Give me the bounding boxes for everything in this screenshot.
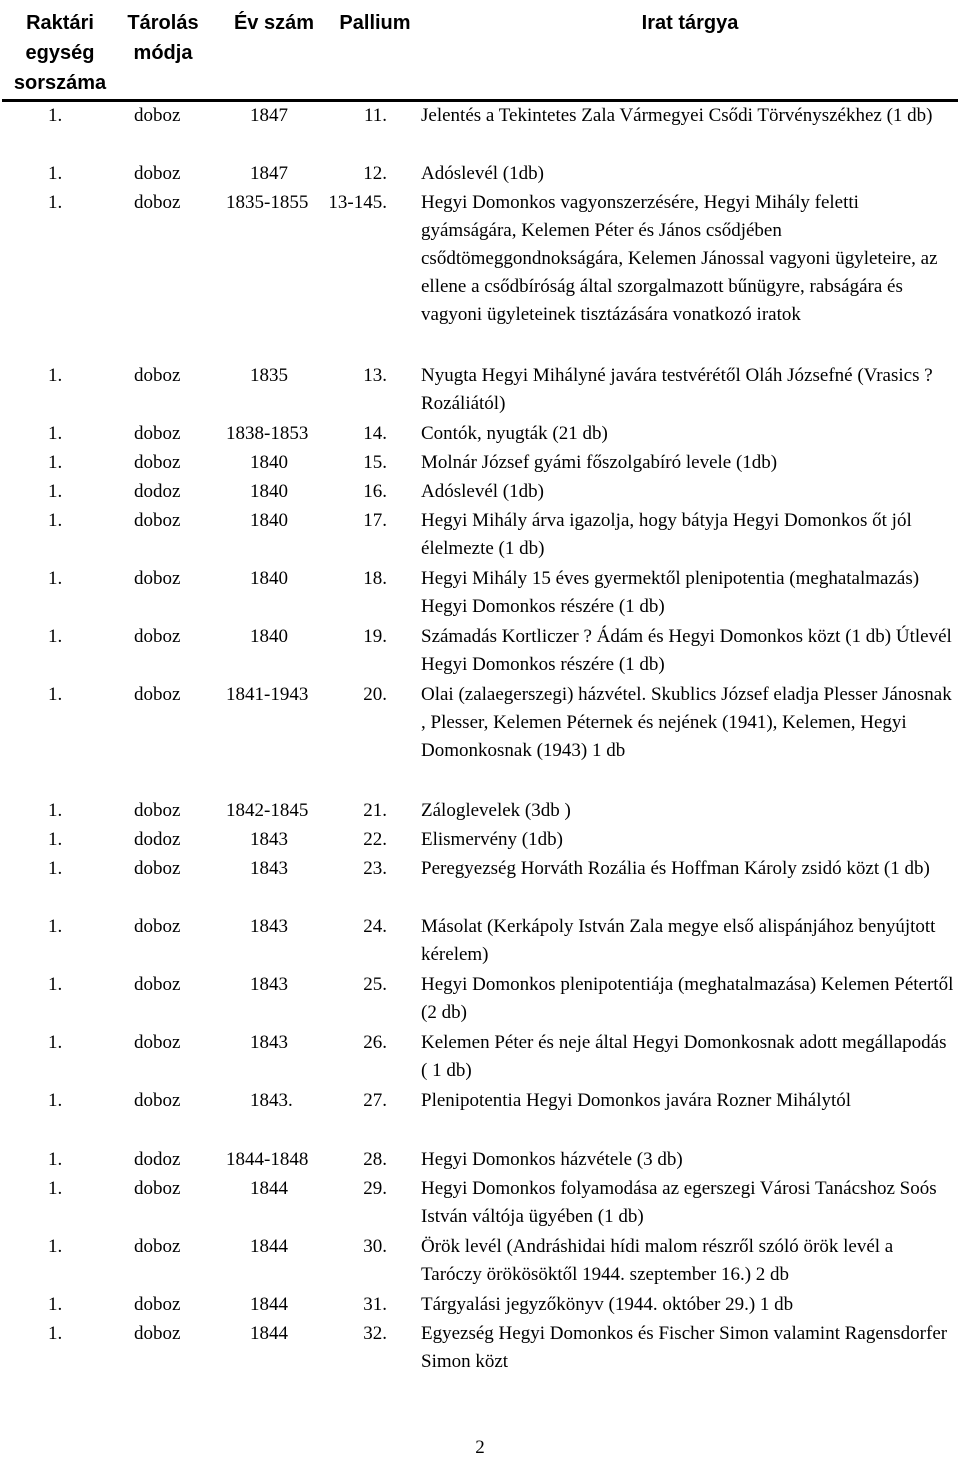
unit-number-cell: 1. — [48, 858, 63, 879]
subject-cell: Hegyi Mihály 15 éves gyermektől plenipotentia (meghatalmazás) Hegyi Domonkos részére (1 db) — [421, 568, 920, 617]
subject-cell: Elismervény (1db) — [421, 829, 563, 850]
unit-number-cell: 1. — [48, 568, 63, 589]
year-cell: 1843 — [250, 974, 288, 995]
pallium-cell: 17. — [363, 510, 387, 531]
subject-cell: Contók, nyugták (21 db) — [421, 423, 608, 444]
subject-cell: Hegyi Mihály árva igazolja, hogy bátyja Hegyi Domonkos őt jól élelmezte (1 db) — [421, 510, 912, 559]
pallium-cell: 27. — [363, 1090, 387, 1111]
subject-cell: Hegyi Domonkos plenipotentiája (meghatalmazása) Kelemen Pétertől (2 db) — [421, 974, 954, 1023]
year-cell: 1835-1855 — [226, 192, 309, 213]
storage-method-cell: doboz — [134, 1032, 181, 1053]
pallium-cell: 11. — [363, 105, 387, 126]
unit-number-cell: 1. — [48, 1323, 63, 1344]
year-cell: 1843 — [250, 916, 288, 937]
storage-method-cell: doboz — [134, 858, 181, 879]
unit-number-cell: 1. — [48, 365, 63, 386]
storage-method-cell: dodoz — [134, 829, 181, 850]
pallium-cell: 31. — [363, 1294, 387, 1315]
storage-method-cell: doboz — [134, 684, 181, 705]
year-cell: 1844 — [250, 1294, 288, 1315]
storage-method-cell: doboz — [134, 423, 181, 444]
subject-cell: Jelentés a Tekintetes Zala Vármegyei Csődi Törvényszékhez (1 db) — [421, 105, 933, 126]
year-cell: 1843 — [250, 858, 288, 879]
subject-cell: Örök levél (Andráshidai hídi malom részről szóló örök levél a Taróczy örökösöktől 1944. szeptember 16.) 2 db — [421, 1236, 894, 1285]
unit-number-cell: 1. — [48, 452, 63, 473]
table-header — [0, 0, 960, 100]
pallium-cell: 16. — [363, 481, 387, 502]
subject-cell: Másolat (Kerkápoly István Zala megye első alispánjához benyújtott kérelem) — [421, 916, 936, 965]
subject-cell: Tárgyalási jegyzőkönyv (1944. október 29.) 1 db — [421, 1294, 794, 1315]
unit-number-cell: 1. — [48, 1178, 63, 1199]
subject-cell: Adóslevél (1db) — [421, 163, 544, 184]
year-cell: 1840 — [250, 626, 288, 647]
pallium-cell: 13-145. — [328, 192, 387, 213]
storage-method-cell: dodoz — [134, 1149, 181, 1170]
storage-method-cell: doboz — [134, 626, 181, 647]
pallium-cell: 20. — [363, 684, 387, 705]
unit-number-cell: 1. — [48, 1236, 63, 1257]
subject-cell: Olai (zalaegerszegi) házvétel. Skublics József eladja Plesser Jánosnak , Plesser, Kelemen Péternek és nejének (1941), Kelemen, Hegyi Domonkosnak (1943) 1 db — [421, 684, 952, 761]
year-cell: 1842-1845 — [226, 800, 309, 821]
year-cell: 1844 — [250, 1178, 288, 1199]
year-cell: 1838-1853 — [226, 423, 309, 444]
storage-method-cell: doboz — [134, 365, 181, 386]
unit-number-cell: 1. — [48, 626, 63, 647]
year-cell: 1841-1943 — [226, 684, 309, 705]
unit-number-cell: 1. — [48, 192, 63, 213]
storage-method-cell: doboz — [134, 1323, 181, 1344]
unit-number-cell: 1. — [48, 105, 63, 126]
subject-cell: Kelemen Péter és neje által Hegyi Domonkosnak adott megállapodás ( 1 db) — [421, 1032, 947, 1081]
year-cell: 1844 — [250, 1323, 288, 1344]
pallium-cell: 30. — [363, 1236, 387, 1257]
pallium-cell: 25. — [363, 974, 387, 995]
pallium-cell: 12. — [363, 163, 387, 184]
pallium-cell: 18. — [363, 568, 387, 589]
year-cell: 1847 — [250, 163, 288, 184]
storage-method-cell: doboz — [134, 916, 181, 937]
header-subject: Irat tárgya — [641, 12, 739, 34]
header-year: Év szám — [233, 12, 315, 34]
storage-method-cell: doboz — [134, 163, 181, 184]
subject-cell: Számadás Kortliczer ? Ádám és Hegyi Domonkos közt (1 db) Útlevél Hegyi Domonkos részére (1 db) — [421, 626, 952, 675]
subject-cell: Nyugta Hegyi Mihályné javára testvérétől Oláh Józsefné (Vrasics ? Rozáliától) — [421, 365, 933, 414]
unit-number-cell: 1. — [48, 510, 63, 531]
header-storage-method: Tárolás módja — [127, 12, 199, 64]
year-cell: 1840 — [250, 481, 288, 502]
unit-number-cell: 1. — [48, 800, 63, 821]
year-cell: 1844 — [250, 1236, 288, 1257]
unit-number-cell: 1. — [48, 1090, 63, 1111]
year-cell: 1844-1848 — [226, 1149, 309, 1170]
pallium-cell: 26. — [363, 1032, 387, 1053]
year-cell: 1840 — [250, 568, 288, 589]
storage-method-cell: doboz — [134, 192, 181, 213]
unit-number-cell: 1. — [48, 829, 63, 850]
storage-method-cell: doboz — [134, 1090, 181, 1111]
year-cell: 1840 — [250, 510, 288, 531]
subject-cell: Peregyezség Horváth Rozália és Hoffman Károly zsidó közt (1 db) — [421, 858, 930, 879]
header-pallium: Pallium — [339, 12, 411, 34]
subject-cell: Hegyi Domonkos vagyonszerzésére, Hegyi Mihály feletti gyámságára, Kelemen Péter és János csődjében csődtömeggondnokságára, Kelemen Jánossal vagyoni ügyleteire, az ellene a csődbíróság által szorgalmazott bűnügyre, rabságára és vagyoni ügyleteinek tisztázására vonatkozó iratok — [421, 192, 938, 325]
pallium-cell: 19. — [363, 626, 387, 647]
storage-method-cell: doboz — [134, 1178, 181, 1199]
subject-cell: Egyezség Hegyi Domonkos és Fischer Simon valamint Ragensdorfer Simon közt — [421, 1323, 948, 1372]
storage-method-cell: dodoz — [134, 481, 181, 502]
storage-method-cell: doboz — [134, 452, 181, 473]
storage-method-cell: doboz — [134, 800, 181, 821]
unit-number-cell: 1. — [48, 684, 63, 705]
pallium-cell: 32. — [363, 1323, 387, 1344]
unit-number-cell: 1. — [48, 163, 63, 184]
pallium-cell: 24. — [363, 916, 387, 937]
storage-method-cell: doboz — [134, 105, 181, 126]
unit-number-cell: 1. — [48, 1032, 63, 1053]
header-unit-number: Raktári egység sorszáma — [13, 12, 107, 94]
year-cell: 1835 — [250, 365, 288, 386]
unit-number-cell: 1. — [48, 423, 63, 444]
pallium-cell: 23. — [363, 858, 387, 879]
year-cell: 1847 — [250, 105, 288, 126]
unit-number-cell: 1. — [48, 481, 63, 502]
pallium-cell: 15. — [363, 452, 387, 473]
pallium-cell: 22. — [363, 829, 387, 850]
year-cell: 1843 — [250, 829, 288, 850]
year-cell: 1843 — [250, 1032, 288, 1053]
pallium-cell: 13. — [363, 365, 387, 386]
subject-cell: Hegyi Domonkos házvétele (3 db) — [421, 1149, 683, 1170]
subject-cell: Záloglevelek (3db ) — [421, 800, 571, 821]
unit-number-cell: 1. — [48, 1294, 63, 1315]
pallium-cell: 29. — [363, 1178, 387, 1199]
subject-cell: Hegyi Domonkos folyamodása az egerszegi Városi Tanácshoz Soós István váltója ügyében (1 db) — [421, 1178, 937, 1227]
storage-method-cell: doboz — [134, 568, 181, 589]
year-cell: 1843. — [250, 1090, 293, 1111]
year-cell: 1840 — [250, 452, 288, 473]
storage-method-cell: doboz — [134, 974, 181, 995]
pallium-cell: 21. — [363, 800, 387, 821]
pallium-cell: 14. — [363, 423, 387, 444]
unit-number-cell: 1. — [48, 916, 63, 937]
subject-cell: Molnár József gyámi főszolgabíró levele (1db) — [421, 452, 778, 473]
storage-method-cell: doboz — [134, 510, 181, 531]
unit-number-cell: 1. — [48, 974, 63, 995]
page-number: 2 — [475, 1437, 485, 1458]
unit-number-cell: 1. — [48, 1149, 63, 1170]
storage-method-cell: doboz — [134, 1294, 181, 1315]
storage-method-cell: doboz — [134, 1236, 181, 1257]
pallium-cell: 28. — [363, 1149, 387, 1170]
subject-cell: Adóslevél (1db) — [421, 481, 544, 502]
subject-cell: Plenipotentia Hegyi Domonkos javára Rozner Mihálytól — [421, 1090, 852, 1111]
